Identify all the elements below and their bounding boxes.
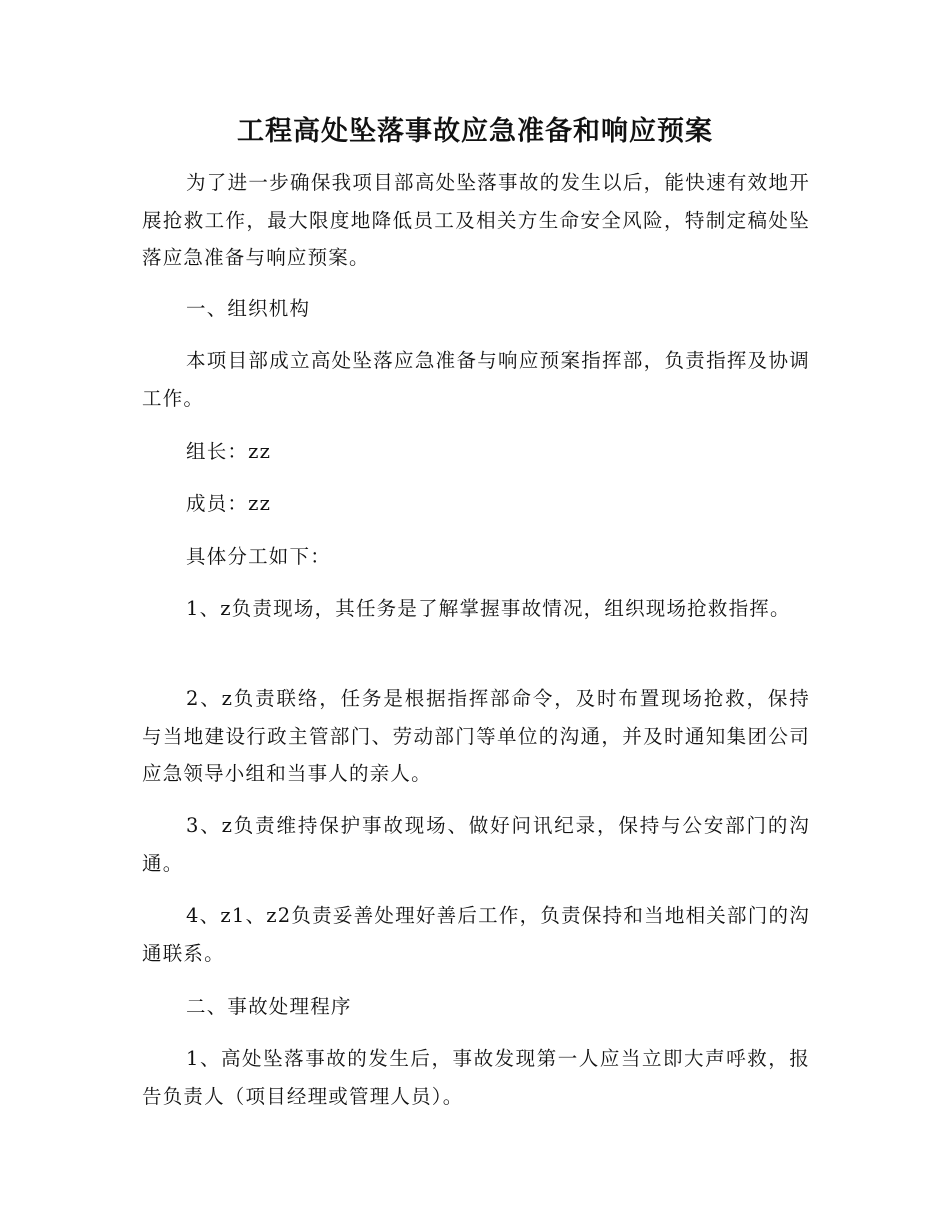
organization-paragraph: 本项目部成立高处坠落应急准备与响应预案指挥部，负责指挥及协调工作。 (142, 349, 810, 410)
section-heading-organization: 一、组织机构 (186, 297, 311, 320)
intro-paragraph: 为了进一步确保我项目部高处坠落事故的发生以后，能快速有效地开展抢救工作，最大限度地降低员工及相关方生命安全风险，特制定稿处坠落应急准备与响应预案。 (142, 171, 810, 269)
procedure-item-1: 1、高处坠落事故的发生后，事故发现第一人应当立即大声呼救，报告负责人（项目经理或管理人员）。 (142, 1047, 810, 1108)
duty-item-4: 4、z1、z2负责妥善处理好善后工作，负责保持和当地相关部门的沟通联系。 (142, 904, 810, 965)
duty-item-1: 1、z负责现场，其任务是了解掌握事故情况，组织现场抢救指挥。 (186, 597, 791, 620)
section-heading-procedure: 二、事故处理程序 (186, 995, 352, 1018)
division-of-labor-intro: 具体分工如下： (186, 545, 331, 568)
duty-item-3: 3、z负责维持保护事故现场、做好问讯纪录，保持与公安部门的沟通。 (142, 814, 810, 875)
document-title: 工程高处坠落事故应急准备和响应预案 (237, 116, 713, 147)
duty-item-2: 2、z负责联络，任务是根据指挥部命令，及时布置现场抢救，保持与当地建设行政主管部门、劳动部门等单位的沟通，并及时通知集团公司应急领导小组和当事人的亲人。 (142, 687, 810, 785)
team-leader-line: 组长：zz (186, 440, 272, 463)
team-members-line: 成员：zz (186, 492, 272, 515)
